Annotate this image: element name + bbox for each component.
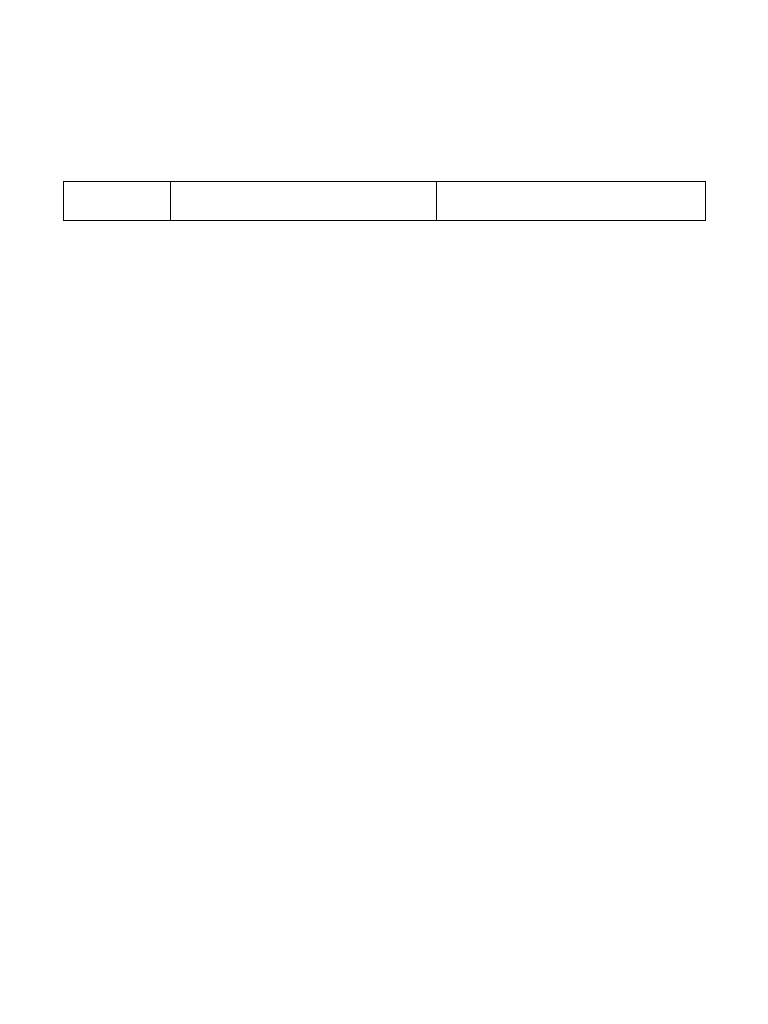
morning-header	[171, 182, 437, 221]
daydate-header	[64, 182, 171, 221]
afternoon-header	[437, 182, 706, 221]
timetable-header-row	[64, 182, 706, 221]
timetable	[63, 181, 706, 221]
